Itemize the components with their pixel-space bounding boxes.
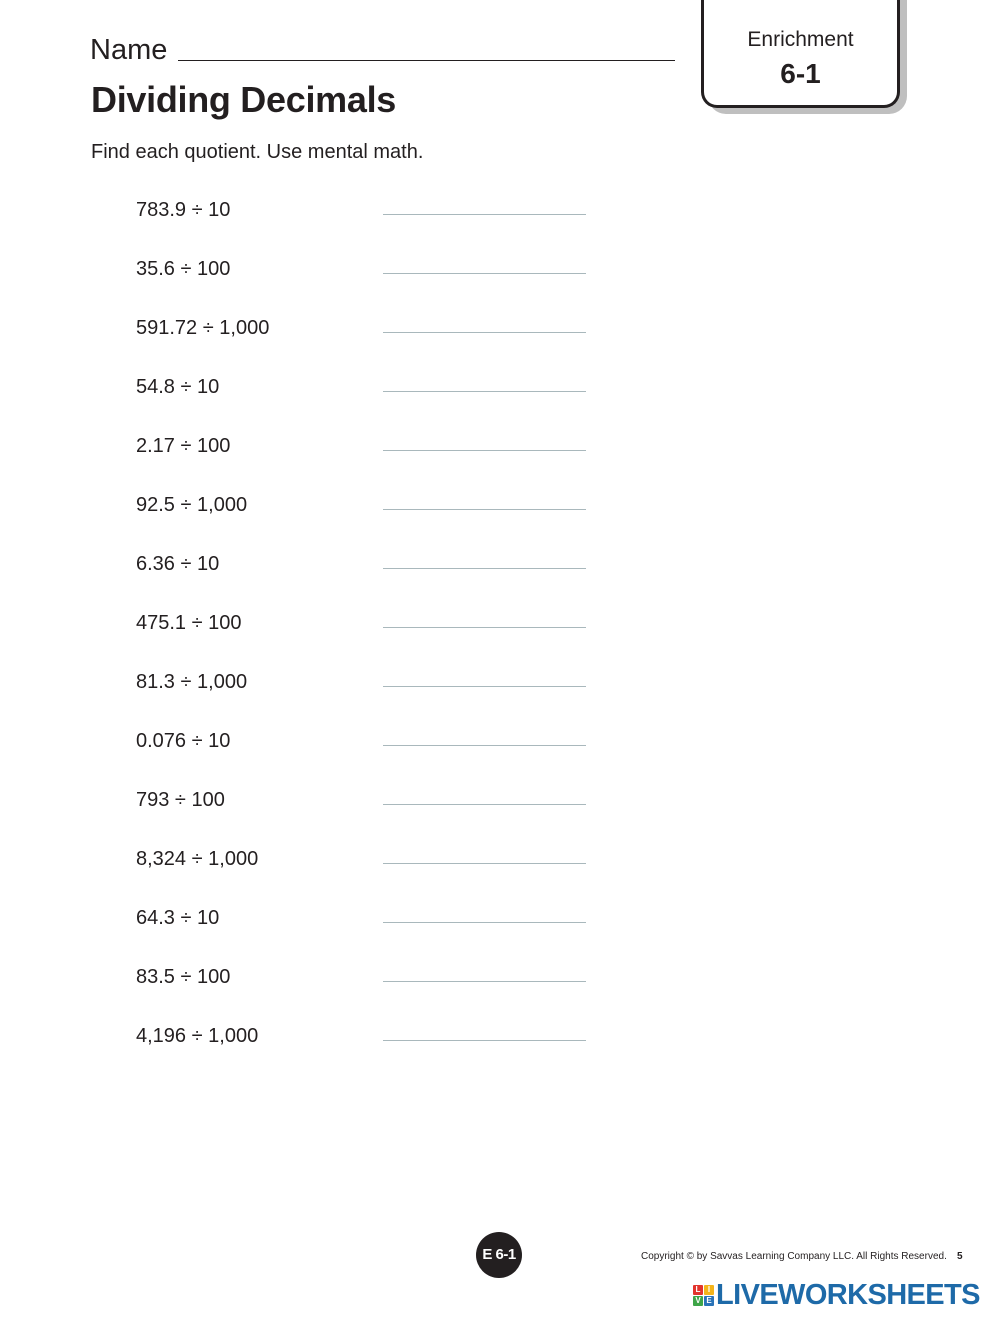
- problem-expression: 8,324 ÷ 1,000: [136, 848, 259, 870]
- problem-row: [0, 309, 700, 368]
- logo-text: LIVEWORKSHEETS: [716, 1279, 980, 1311]
- problem-row: [0, 1017, 700, 1076]
- problem-row: [0, 958, 700, 1017]
- problem-expression: 35.6 ÷ 100: [136, 258, 231, 280]
- problem-row: [0, 250, 700, 309]
- problem-expression: 83.5 ÷ 100: [136, 966, 231, 988]
- answer-input[interactable]: [383, 981, 586, 982]
- answer-input[interactable]: [383, 627, 586, 628]
- problem-expression: 2.17 ÷ 100: [136, 435, 231, 457]
- problem-row: [0, 781, 700, 840]
- answer-input[interactable]: [383, 1040, 586, 1041]
- answer-input[interactable]: [383, 509, 586, 510]
- problem-row: [0, 899, 700, 958]
- answer-input[interactable]: [383, 273, 586, 274]
- logo-block: E: [704, 1296, 714, 1306]
- logo-block: L: [693, 1285, 703, 1295]
- problem-row: [0, 191, 700, 250]
- problem-expression: 81.3 ÷ 1,000: [136, 671, 248, 693]
- problem-expression: 591.72 ÷ 1,000: [136, 317, 270, 339]
- problem-row: [0, 368, 700, 427]
- answer-input[interactable]: [383, 214, 586, 215]
- page-badge: E 6-1: [476, 1232, 522, 1278]
- problem-row: [0, 545, 700, 604]
- answer-input[interactable]: [383, 332, 586, 333]
- page-number: 5: [957, 1251, 963, 1262]
- lesson-number: 6-1: [780, 58, 821, 89]
- problem-list: [0, 191, 700, 1076]
- answer-input[interactable]: [383, 391, 586, 392]
- problem-row: [0, 604, 700, 663]
- answer-input[interactable]: [383, 863, 586, 864]
- answer-input[interactable]: [383, 568, 586, 569]
- problem-expression: 64.3 ÷ 10: [136, 907, 220, 929]
- problem-expression: 4,196 ÷ 1,000: [136, 1025, 259, 1047]
- copyright-notice: Copyright © by Savvas Learning Company LLC. All Rights Reserved.: [641, 1251, 947, 1262]
- problem-expression: 54.8 ÷ 10: [136, 376, 220, 398]
- problem-row: [0, 663, 700, 722]
- problem-expression: 0.076 ÷ 10: [136, 730, 231, 752]
- name-line: [178, 60, 675, 61]
- enrichment-label: Enrichment: [747, 28, 854, 51]
- problem-expression: 783.9 ÷ 10: [136, 199, 231, 221]
- enrichment-tab: [701, 0, 900, 108]
- instructions: Find each quotient. Use mental math.: [91, 141, 424, 163]
- problem-row: [0, 722, 700, 781]
- problem-expression: 793 ÷ 100: [136, 789, 225, 811]
- problem-expression: 92.5 ÷ 1,000: [136, 494, 248, 516]
- logo-block: V: [693, 1296, 703, 1306]
- page-title: Dividing Decimals: [91, 79, 396, 120]
- logo-blocks-icon: [693, 1285, 714, 1306]
- logo-block: I: [704, 1285, 714, 1295]
- problem-row: [0, 486, 700, 545]
- problem-row: [0, 840, 700, 899]
- name-label: Name: [90, 34, 168, 66]
- liveworksheets-logo[interactable]: [693, 1280, 980, 1310]
- problem-row: [0, 427, 700, 486]
- answer-input[interactable]: [383, 686, 586, 687]
- answer-input[interactable]: [383, 922, 586, 923]
- answer-input[interactable]: [383, 804, 586, 805]
- answer-input[interactable]: [383, 745, 586, 746]
- answer-input[interactable]: [383, 450, 586, 451]
- problem-expression: 6.36 ÷ 10: [136, 553, 220, 575]
- problem-expression: 475.1 ÷ 100: [136, 612, 242, 634]
